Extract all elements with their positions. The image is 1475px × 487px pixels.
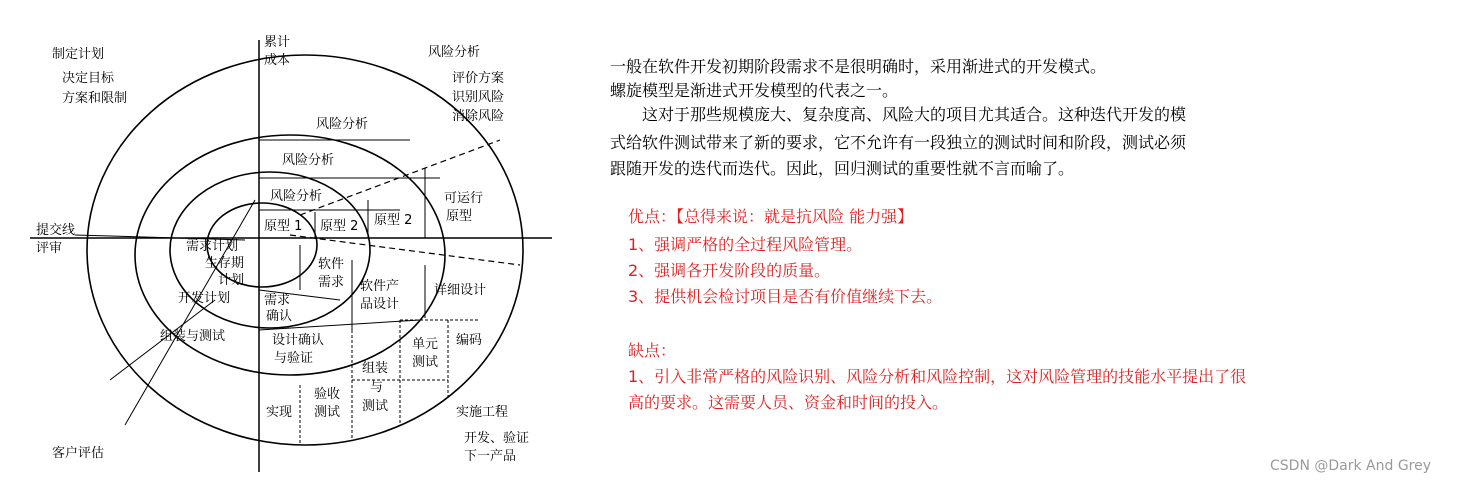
label-product-design-2: 品设计 (360, 297, 400, 312)
label-lifecycle: 生存期 (205, 256, 245, 271)
diagonal-plan-line (125, 200, 255, 425)
cons-title: 缺点： (628, 341, 677, 360)
label-evaluate: 评价方案 (452, 71, 505, 86)
label-operational-2: 原型 (446, 209, 473, 224)
label-objectives: 决定目标 (62, 71, 115, 86)
label-review: 评审 (36, 241, 63, 256)
label-risk-1: 风险分析 (316, 117, 369, 132)
label-prototype-1: 原型 1 (264, 219, 303, 234)
label-req-plan: 需求计划 (186, 239, 239, 254)
cons-item-1: 1、引入非常严格的风险识别、风险分析和风险控制，这对风险管理的技能水平提出了很 (628, 367, 1247, 386)
label-integration-test: 组装与测试 (160, 329, 226, 344)
label-identify: 识别风险 (452, 90, 505, 105)
label-sw-req: 软件 (318, 257, 345, 272)
pros-title: 优点：【总得来说：就是抗风险 能力强】 (628, 207, 914, 226)
label-prototype-3: 原型 2 (374, 213, 413, 228)
label-assemble: 组装 (362, 361, 389, 376)
label-req-valid: 需求 (264, 293, 291, 308)
label-client-eval: 客户评估 (52, 446, 105, 461)
intro-line-2: 螺旋模型是渐进式开发模型的代表之一。 (610, 81, 899, 100)
label-risk-2: 风险分析 (282, 153, 335, 168)
spiral-model-diagram (0, 0, 570, 487)
label-constraints: 方案和限制 (62, 91, 128, 106)
label-prototype-2: 原型 2 (320, 219, 359, 234)
intro-line-1: 一般在软件开发初期阶段需求不是很明确时，采用渐进式的开发模式。 (610, 57, 1107, 76)
label-planning: 制定计划 (52, 47, 105, 62)
pros-item-2: 2、强调各开发阶段的质量。 (628, 261, 831, 280)
label-cumulative-cost: 累计 (264, 35, 291, 50)
intro-line-3: 这对于那些规模庞大、复杂度高、风险大的项目尤其适合。这种迭代开发的模 (610, 105, 1187, 124)
label-cumulative-cost-2: 成本 (264, 53, 291, 68)
label-eliminate: 消除风险 (452, 109, 505, 124)
label-detailed-design: 详细设计 (434, 283, 487, 298)
label-design-valid-2: 与验证 (274, 351, 314, 366)
label-next-product: 下一产品 (464, 449, 517, 464)
intro-line-4: 式给软件测试带来了新的要求，它不允许有一段独立的测试时间和阶段，测试必须 (610, 133, 1187, 152)
label-lifecycle-2: 计划 (218, 273, 245, 288)
label-implement: 实现 (266, 405, 293, 420)
pros-item-3: 3、提供机会检讨项目是否有价值继续下去。 (628, 287, 943, 306)
label-dev-plan: 开发计划 (178, 291, 231, 306)
intro-line-5: 跟随开发的迭代而迭代。因此，回归测试的重要性就不言而喻了。 (610, 159, 1075, 178)
cons-item-2: 高的要求。这需要人员、资金和时间的投入。 (628, 393, 949, 412)
label-acceptance: 验收 (314, 387, 341, 402)
label-dev-verify: 开发、验证 (464, 431, 530, 446)
label-design-valid: 设计确认 (272, 333, 325, 348)
label-submit-line: 提交线 (36, 223, 76, 238)
label-implement-eng: 实施工程 (456, 405, 509, 420)
label-coding: 编码 (456, 333, 483, 348)
label-risk-quadrant: 风险分析 (428, 45, 481, 60)
label-assemble-2: 与 (370, 380, 384, 395)
label-operational: 可运行 (444, 191, 484, 206)
label-assemble-3: 测试 (362, 399, 389, 414)
label-unit-test-2: 测试 (412, 355, 439, 370)
label-acceptance-2: 测试 (314, 405, 341, 420)
label-sw-req-2: 需求 (318, 275, 345, 290)
watermark: CSDN @Dark And Grey (1270, 458, 1432, 474)
label-unit-test: 单元 (412, 337, 439, 352)
label-req-valid-2: 确认 (266, 309, 293, 324)
pros-item-1: 1、强调严格的全过程风险管理。 (628, 235, 863, 254)
label-product-design: 软件产 (360, 279, 400, 294)
label-risk-3: 风险分析 (270, 189, 323, 204)
